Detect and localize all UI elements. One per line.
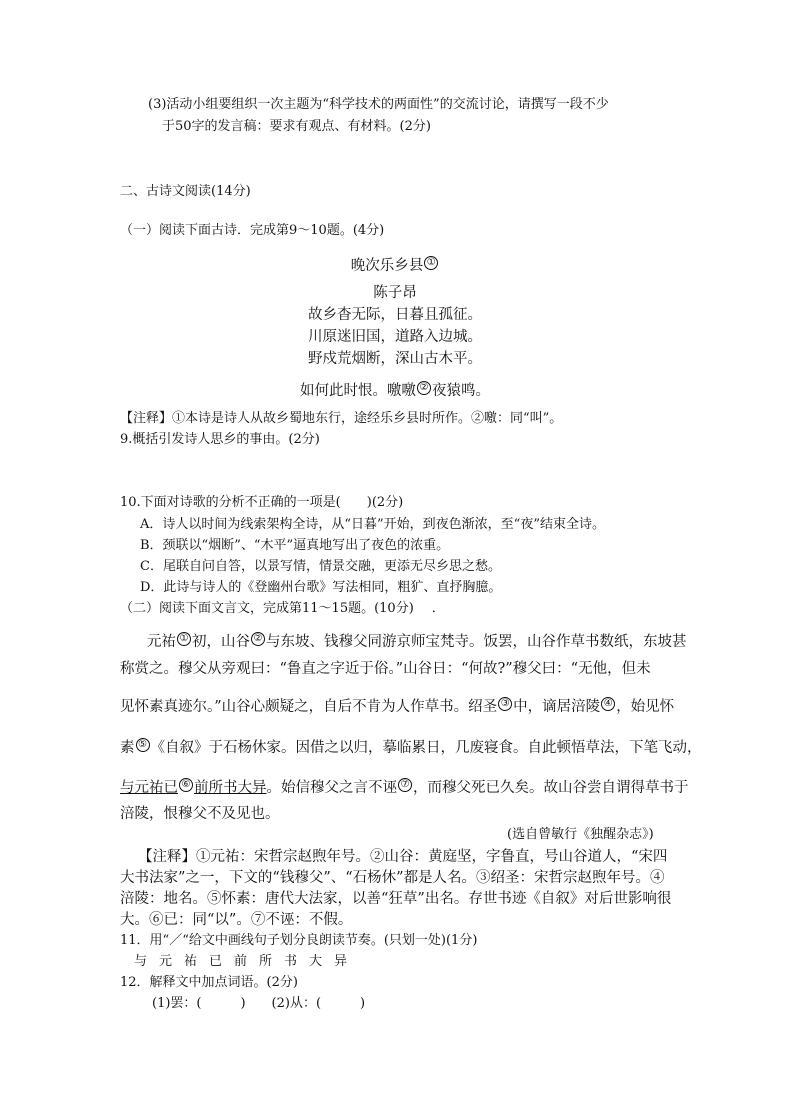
question-12: 12．解释文中加点词语。(2分)	[120, 975, 298, 990]
passage-line-6: 涪陵，恨穆父不及见也。	[120, 806, 280, 822]
option-d: D．此诗与诗人的《登幽州台歌》写法相同，粗犷、直抒胸臆。	[140, 580, 502, 595]
part2-heading: （二）阅读下面文言文，完成第11～15题。(10分) ．	[120, 601, 445, 616]
note-line-4: 大。⑥已：同“以”。⑦不诬：不假。	[120, 912, 353, 928]
question-9: 9.概括引发诗人思乡的事由。(2分)	[120, 432, 320, 447]
note-line-2: 大书法家”之一，下文的“钱穆父”、“石杨休”都是人名。③绍圣：宋哲宗赵煦年号。④	[120, 870, 665, 886]
passage-line-5: 与元祐已 ⑥ 前所书大异。始信穆父之言不诬 ⑦ ，而穆父死已久矣。故山谷尝自谓得草书于	[120, 779, 689, 796]
poem-line-3: 野戍荒烟断，深山古木平。	[308, 351, 482, 367]
passage-line-2: 称赏之。穆父从旁观曰：“鲁直之字近于俗。”山谷日：“何故?”穆父曰：“无他，但未	[120, 661, 651, 677]
underlined-sentence: 与元祐已 ⑥ 前所书大异	[120, 779, 267, 796]
note-marker: ①	[424, 256, 438, 270]
poem-line-4: 如何此时恨。噭噭 ② 夜猿鸣。	[300, 382, 490, 399]
poem-line-1: 故乡杳无际，日暮且孤征。	[308, 307, 482, 323]
passage-line-1: 元祐 ① 初，山谷 ② 与东坡、钱穆父同游京师宝梵寺。饭罢，山谷作草书数纸，东坡甚	[147, 633, 687, 650]
poem-author: 陈子昂	[373, 285, 417, 301]
note-marker: ②	[417, 381, 431, 395]
question-12-items: (1)罢：( ) (2)从：( )	[152, 996, 366, 1011]
poem-line-2: 川原迷旧国，道路入边城。	[308, 329, 482, 345]
note-line-1: 【注释】①元祐：宋哲宗赵煦年号。②山谷：黄庭坚，字鲁直，号山谷道人，“宋四	[138, 849, 668, 865]
q3-line2: 于50字的发言稿：要求有观点、有材料。(2分)	[162, 119, 431, 134]
passage-source: (选自曾敏行《独醒杂志》)	[507, 827, 654, 842]
question-11: 11．用“／“给文中画线句子划分良朗读节奏。(只划一处)(1分)	[120, 933, 478, 948]
poem-annotation: 【注释】①本诗是诗人从故乡蜀地东行，途经乐乡县时所作。②噭：同“叫”。	[120, 411, 563, 426]
poem-title: 晚次乐乡县 ①	[0, 256, 790, 275]
passage-line-4: 素 ⑤ 《自叙》于石杨休家。因借之以归，摹临累日，几废寝食。自此顿悟草法，下笔飞动，	[120, 739, 702, 756]
passage-line-3: 见怀素真迹尔。”山谷心颇疑之，自后不肯为人作草书。绍圣 ③ 中，谪居涪陵 ④ ，始见怀	[120, 698, 675, 715]
option-c: C．尾联自问自答，以景写情，情景交融，更添无尽乡思之愁。	[140, 559, 501, 574]
question-11-sentence: 与元祐已前所书大异	[134, 954, 360, 969]
question-10: 10.下面对诗歌的分析不正确的一项是( )(2分)	[120, 495, 404, 510]
note-line-3: 涪陵：地名。⑤怀素：唐代大法家，以善“狂草”出名。存世书迹《自叙》对后世影响很	[120, 891, 672, 907]
q3-line1: (3)活动小组要组织一次主题为“科学技术的两面性”的交流讨论，请撰写一段不少	[148, 97, 609, 112]
section-title: 二、古诗文阅读(14分)	[120, 184, 251, 199]
option-a: A．诗人以时间为线索架构全诗，从“日暮”开始，到夜色渐浓，至“夜”结束全诗。	[140, 517, 605, 532]
part1-heading: （一）阅读下面古诗．完成第9～10题。(4分)	[120, 223, 385, 238]
option-b: B．颈联以“烟断”、“木平”逼真地写出了夜色的浓重。	[140, 538, 450, 553]
